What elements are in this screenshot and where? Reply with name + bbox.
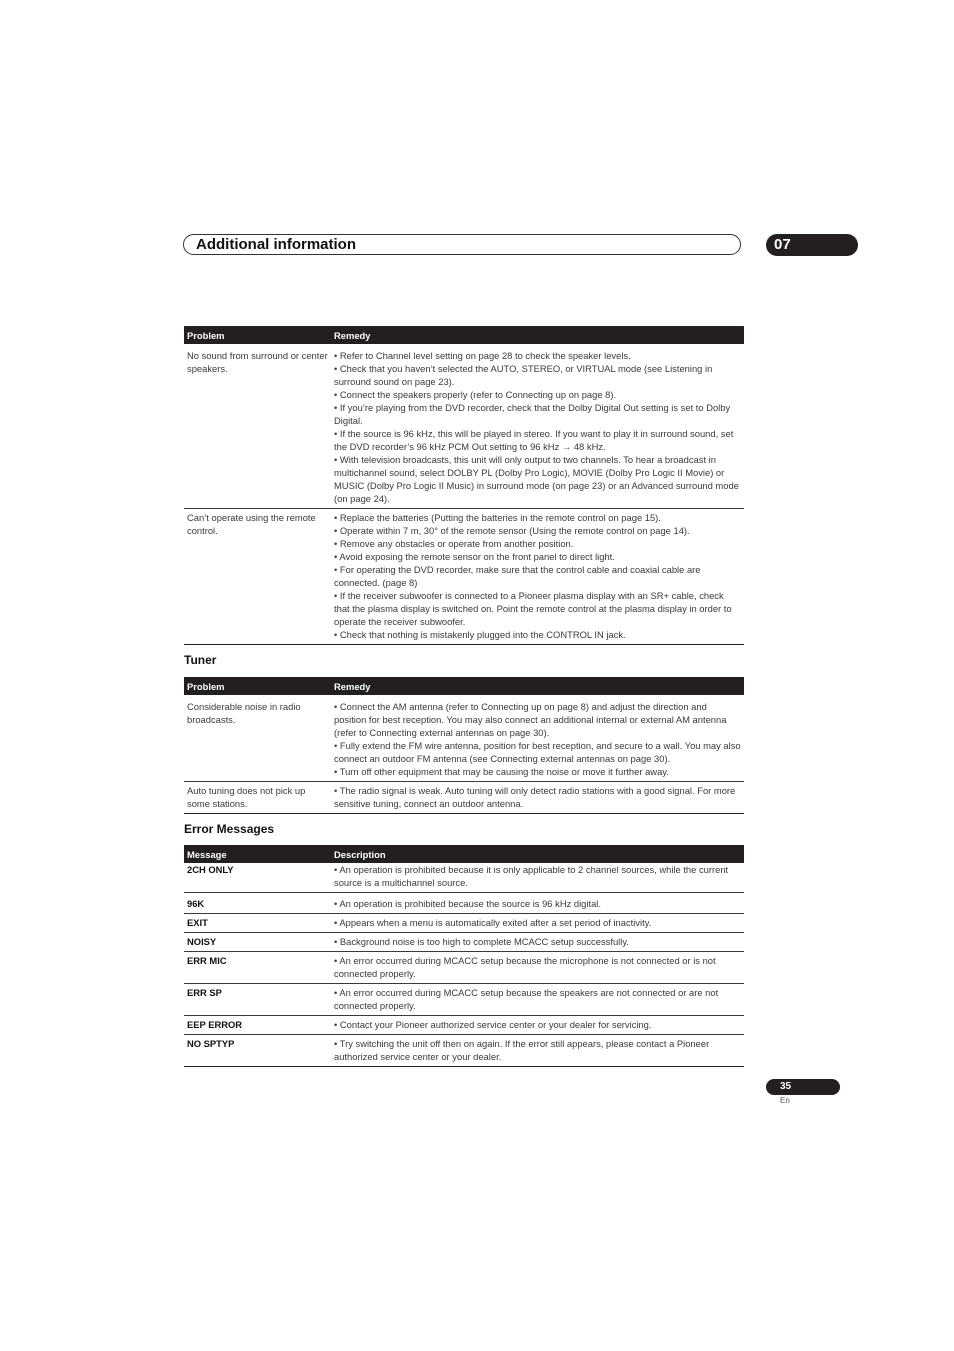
remedy-item: • Operate within 7 m, 30° of the remote sensor (Using the remote control on page 14).: [334, 525, 690, 536]
column-header-problem: Problem: [184, 677, 331, 695]
table-row: [184, 1016, 744, 1035]
error-description: • An error occurred during MCACC setup because the microphone is not connected or is not connected properly.: [331, 952, 744, 984]
tuner-table: [184, 677, 744, 814]
remedy-item: • If the source is 96 kHz, this will be played in stereo. If you want to play it in surround sound, set the DVD recorder’s 96 kHz PCM Out setting to 96 kHz → 48 kHz.: [334, 428, 734, 452]
remedy-item: • Connect the speakers properly (refer to Connecting up on page 8).: [334, 389, 617, 400]
section-heading-error-messages: Error Messages: [184, 822, 275, 836]
remedy-item: • The radio signal is weak. Auto tuning will only detect radio stations with a good signal. For more sensitive tuning, connect an outdoor antenna.: [334, 785, 736, 809]
chapter-header-bar: [183, 234, 741, 255]
remedy-item: • Replace the batteries (Putting the batteries in the remote control on page 15).: [334, 512, 661, 523]
remedy-item: • Avoid exposing the remote sensor on the front panel to direct light.: [334, 551, 615, 562]
remedy-cell: [331, 782, 744, 814]
page-title: Additional information: [196, 236, 356, 253]
column-header-message: Message: [184, 845, 331, 863]
error-code: EEP ERROR: [184, 1016, 331, 1035]
problem-cell: Auto tuning does not pick up some stations.: [184, 782, 331, 814]
error-description: • An operation is prohibited because the source is 96 kHz digital.: [331, 893, 744, 914]
remedy-item: • Check that you haven’t selected the AUTO, STEREO, or VIRTUAL mode (see Listening in surround sound on page 23).: [334, 363, 713, 387]
table-row: [184, 782, 744, 814]
troubleshooting-table: [184, 326, 744, 645]
remedy-item: • Refer to Channel level setting on page 28 to check the speaker levels.: [334, 350, 631, 361]
error-code: NO SPTYP: [184, 1035, 331, 1067]
column-header-description: Description: [331, 845, 744, 863]
table-header-row: [184, 845, 744, 863]
remedy-cell: [331, 695, 744, 782]
page-number-tab: 35: [766, 1079, 840, 1095]
table-header-row: [184, 326, 744, 344]
remedy-cell: [331, 344, 744, 509]
table-row: [184, 1035, 744, 1067]
table-row: [184, 863, 744, 893]
remedy-item: • Remove any obstacles or operate from another position.: [334, 538, 574, 549]
remedy-cell: [331, 509, 744, 645]
remedy-item: • If the receiver subwoofer is connected to a Pioneer plasma display with an SR+ cable, check that the plasma display is switched on. Point the remote control at the plasma display in order to operate the receiver subwoofer.: [334, 590, 732, 627]
table-row: [184, 914, 744, 933]
remedy-item: • With television broadcasts, this unit will only output to two channels. To hear a broadcast in multichannel sound, select DOLBY PL (Dolby Pro Logic), MOVIE (Dolby Pro Logic II Movie) or MUSIC (Dolby Pro Logic II Music) in surround mode (on page 23) or an Advanced surround mode (on page 24).: [334, 454, 739, 504]
error-code: NOISY: [184, 933, 331, 952]
error-description: • An operation is prohibited because it is only applicable to 2 channel sources, while the current source is a multichannel source.: [331, 863, 744, 893]
remedy-item: • If you’re playing from the DVD recorder, check that the Dolby Digital Out setting is set to Dolby Digital.: [334, 402, 731, 426]
error-messages-table: [184, 845, 744, 1067]
column-header-remedy: Remedy: [331, 677, 744, 695]
error-code: ERR MIC: [184, 952, 331, 984]
table-header-row: [184, 677, 744, 695]
problem-cell: No sound from surround or center speakers.: [184, 344, 331, 509]
table-row: [184, 952, 744, 984]
remedy-item: • For operating the DVD recorder, make sure that the control cable and coaxial cable are connected. (page 8): [334, 564, 701, 588]
remedy-item: • Check that nothing is mistakenly plugged into the CONTROL IN jack.: [334, 629, 626, 640]
language-label: En: [780, 1096, 790, 1105]
remedy-item: • Connect the AM antenna (refer to Connecting up on page 8) and adjust the direction and position for best reception. You may also connect an additional internal or external AM antenna (refer to Connecting external antennas on page 30).: [334, 701, 727, 738]
table-row: [184, 509, 744, 645]
error-description: • Try switching the unit off then on again. If the error still appears, please contact a Pioneer authorized service center or your dealer.: [331, 1035, 744, 1067]
error-code: ERR SP: [184, 984, 331, 1016]
error-description: • Background noise is too high to complete MCACC setup successfully.: [331, 933, 744, 952]
column-header-remedy: Remedy: [331, 326, 744, 344]
error-code: 96K: [184, 893, 331, 914]
table-row: [184, 984, 744, 1016]
remedy-item: • Turn off other equipment that may be causing the noise or move it further away.: [334, 766, 669, 777]
table-row: [184, 344, 744, 509]
chapter-number-tab: 07: [766, 234, 858, 256]
error-description: • An error occurred during MCACC setup because the speakers are not connected or are not connected properly.: [331, 984, 744, 1016]
error-code: 2CH ONLY: [184, 863, 331, 893]
error-code: EXIT: [184, 914, 331, 933]
problem-cell: Can’t operate using the remote control.: [184, 509, 331, 645]
error-description: • Appears when a menu is automatically exited after a set period of inactivity.: [331, 914, 744, 933]
table-row: [184, 933, 744, 952]
table-row: [184, 893, 744, 914]
error-description: • Contact your Pioneer authorized service center or your dealer for servicing.: [331, 1016, 744, 1035]
problem-cell: Considerable noise in radio broadcasts.: [184, 695, 331, 782]
column-header-problem: Problem: [184, 326, 331, 344]
remedy-item: • Fully extend the FM wire antenna, position for best reception, and secure to a wall. You may also connect an outdoor FM antenna (see Connecting external antennas on page 30).: [334, 740, 741, 764]
section-heading-tuner: Tuner: [184, 653, 217, 667]
table-row: [184, 695, 744, 782]
